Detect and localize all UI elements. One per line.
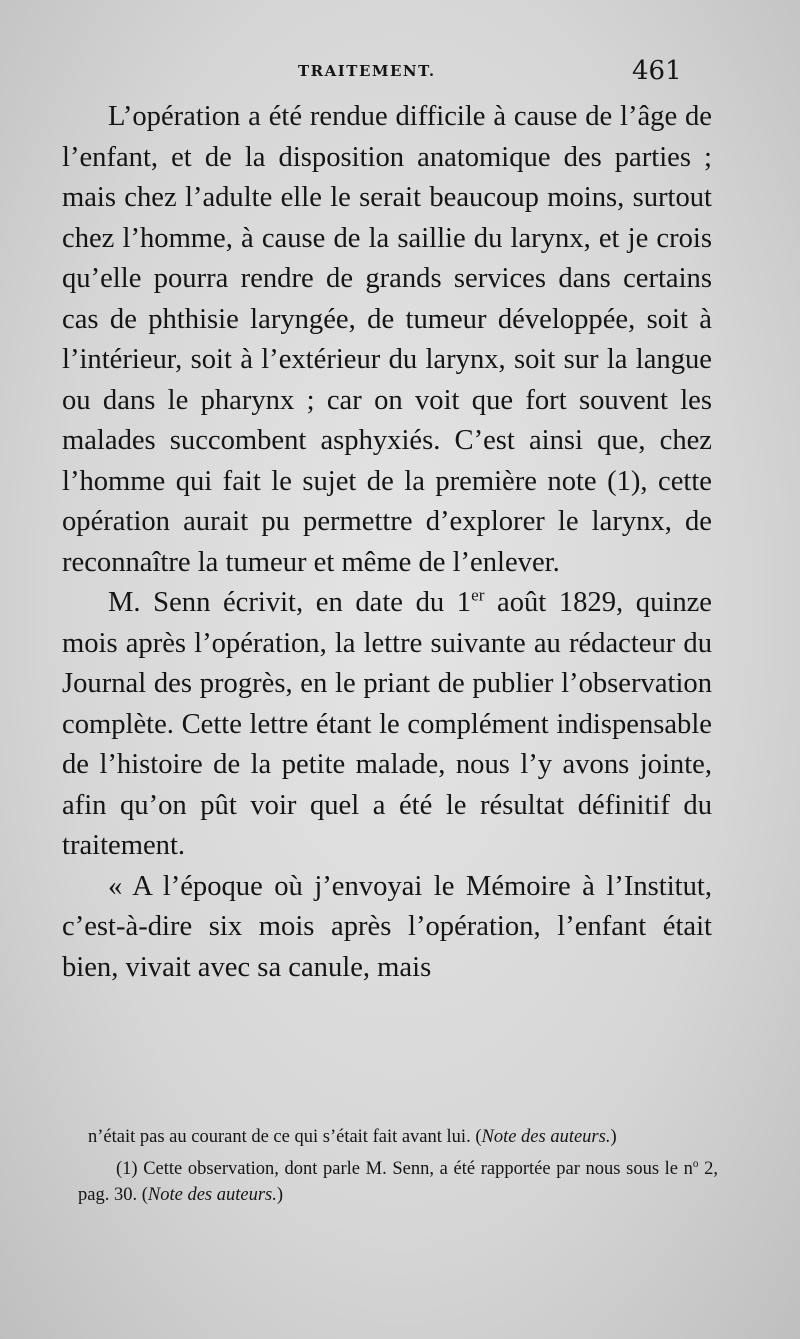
paragraph-2-start: M. Senn écrivit, en date du 1 — [108, 587, 472, 618]
paragraph-2 — [62, 583, 712, 867]
footnote-continued-close: ) — [610, 1127, 617, 1147]
page-number: 461 — [632, 56, 682, 86]
running-head: TRAITEMENT. — [298, 62, 436, 80]
footnote-1-superscript: o — [692, 1157, 699, 1170]
footnote-continued-note: Note des auteurs. — [481, 1127, 611, 1147]
paragraph-3-quote: « A l’époque où j’envoyai le Mémoire à l’Institut, c’est-à-dire six mois après l’opération, l’enfant était bien, vivait avec sa canule, mais — [62, 870, 712, 983]
footnote-1-note: Note des auteurs. — [147, 1185, 277, 1205]
paragraph-2-rest: août 1829, quinze mois après l’opération, la lettre suivante au rédacteur du Journal des progrès, en le priant de publier l’observation complète. Cette lettre étant le complément indispensable de l’histoire de la petite malade, nous l’y avons jointe, afin qu’on pût voir quel a été le résultat définitif du traitement. — [62, 587, 712, 861]
page-header — [0, 56, 800, 92]
footnote-1 — [78, 1156, 718, 1208]
main-text — [62, 97, 712, 988]
paragraph-1: L’opération a été rendue difficile à cause de l’âge de l’enfant, et de la disposition anatomique des parties ; mais chez l’adulte elle le serait beaucoup moins, surtout chez l’homme, à cause de la saillie du larynx, et je crois qu’elle pourra rendre de grands services dans certains cas de phthisie laryngée, de tumeur développée, soit à l’intérieur, soit à l’extérieur du larynx, soit sur la langue ou dans le pharynx ; car on voit que fort souvent les malades succombent asphyxiés. C’est ainsi que, chez l’homme qui fait le sujet de la première note (1), cette opération aurait pu permettre d’explorer le larynx, de reconnaître la tumeur et même de l’enlever. — [62, 101, 712, 578]
footnote-1-close: ) — [276, 1185, 284, 1205]
ordinal-superscript: er — [471, 585, 485, 605]
footnote-1-after: 2, pag. 30. ( — [78, 1159, 718, 1205]
footnote-1-text: (1) Cette observation, dont parle M. Senn, a été rapportée par nous sous le n — [116, 1159, 693, 1179]
footnote-continued-text: n’était pas au courant de ce qui s’était fait avant lui. ( — [88, 1127, 482, 1147]
footnotes — [78, 1124, 718, 1214]
footnote-continued — [78, 1124, 718, 1150]
